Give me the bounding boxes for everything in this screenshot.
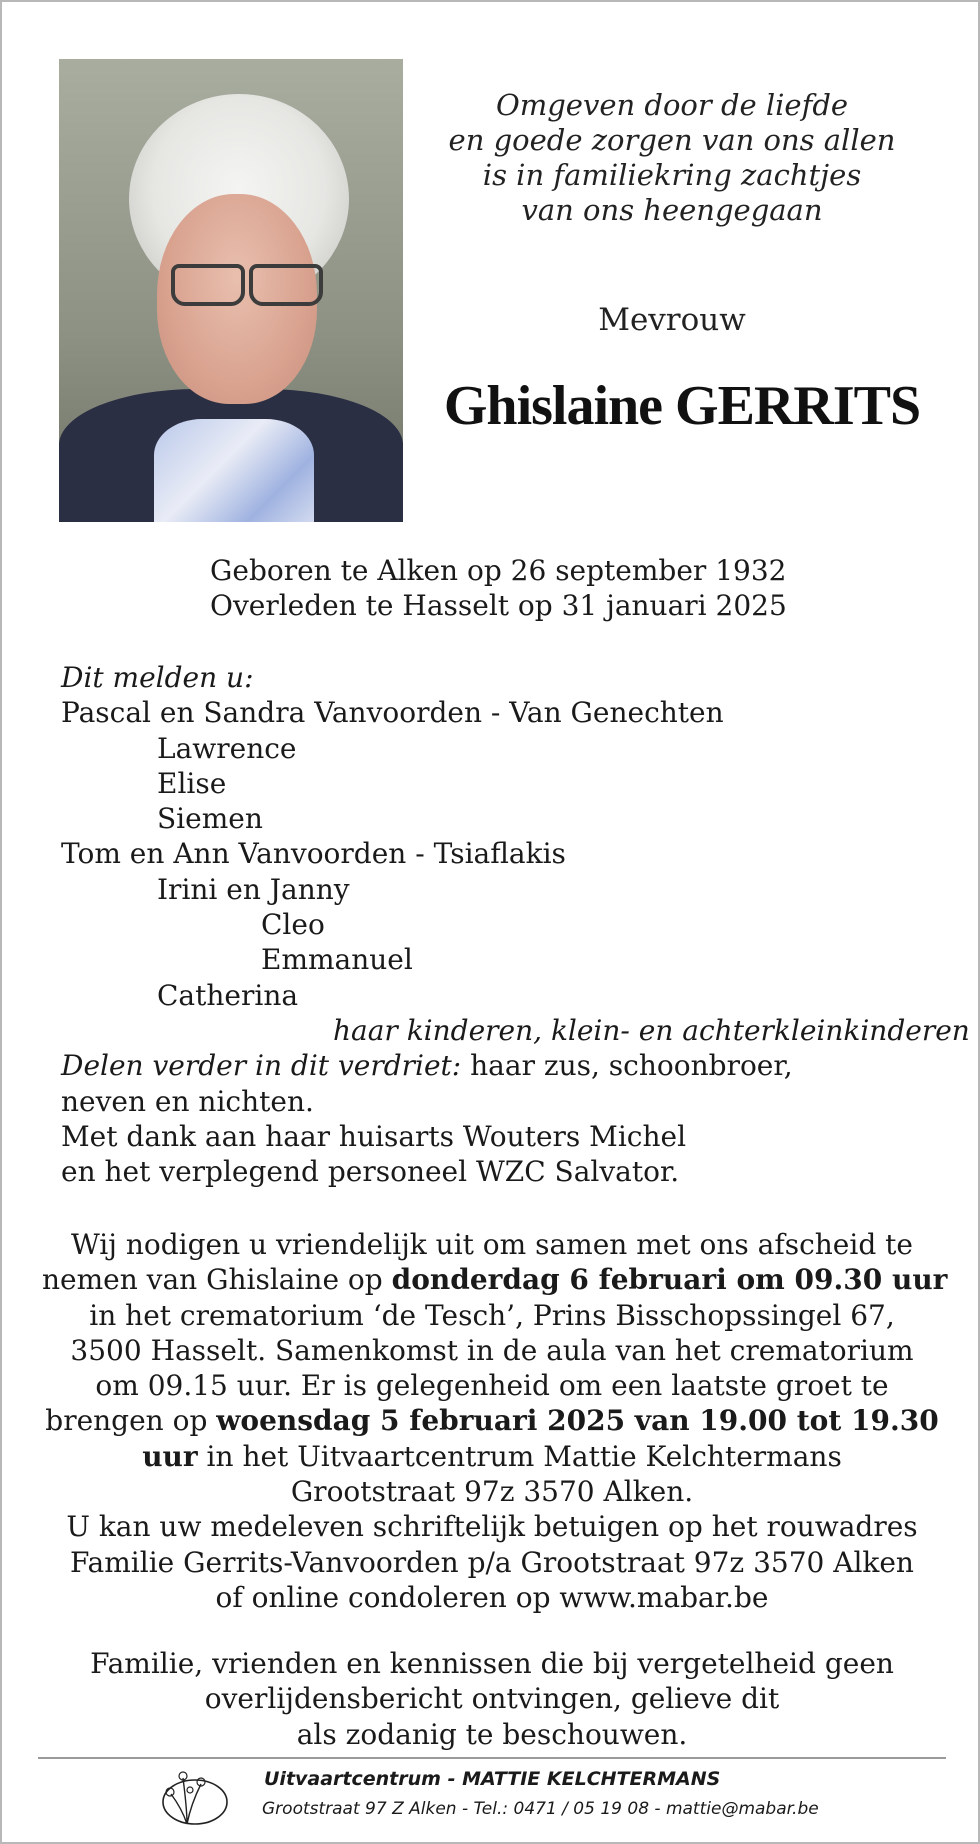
closing-note: [42, 1646, 942, 1752]
ceremony-line: [42, 1403, 942, 1438]
ceremony-line: Wij nodigen u vriendelijk uit om samen met ons afscheid te: [71, 1228, 913, 1261]
announce-label: Dit melden u:: [61, 661, 254, 694]
ceremony-line: om 09.15 uur. Er is gelegenheid om een laatste groet te: [95, 1369, 889, 1403]
share-text: haar zus, schoonbroer,: [461, 1049, 793, 1083]
family-line: Cleo: [261, 908, 325, 942]
intro-line: en goede zorgen van ons allen: [448, 123, 896, 157]
thanks-line: en het verplegend personeel WZC Salvator.: [61, 1155, 680, 1189]
family-line: Catherina: [157, 978, 299, 1012]
ceremony-text: brengen op: [45, 1404, 217, 1438]
ceremony-invitation: [42, 1227, 948, 1615]
family-line: Siemen: [157, 802, 263, 836]
ceremony-line: [42, 1439, 942, 1474]
intro-verse: [442, 88, 902, 228]
birth-line: Geboren te Alken op 26 september 1932: [210, 554, 787, 587]
ceremony-text: nemen van Ghislaine op: [42, 1263, 392, 1297]
family-line: Elise: [157, 766, 227, 800]
photo-glasses-left: [171, 264, 245, 306]
family-line: Tom en Ann Vanvoorden - Tsiaflakis: [61, 837, 566, 871]
share-line: [61, 1048, 941, 1083]
relation-line: haar kinderen, klein- en achterkleinkinderen: [333, 1013, 970, 1047]
photo-blouse: [154, 419, 314, 522]
footer-divider: [38, 1757, 946, 1759]
family-line: Irini en Janny: [157, 872, 350, 906]
family-line: Emmanuel: [261, 943, 413, 977]
visitation-date-end: uur: [142, 1439, 198, 1473]
flower-logo-icon: [157, 1764, 229, 1830]
family-announcement: [61, 660, 970, 1189]
ceremony-line: Familie Gerrits-Vanvoorden p/a Grootstraat 97z 3570 Alken: [70, 1545, 914, 1579]
intro-line: Omgeven door de liefde: [495, 88, 849, 122]
share-continued: neven en nichten.: [61, 1084, 314, 1118]
honorific: Mevrouw: [598, 302, 746, 338]
closing-line: Familie, vrienden en kennissen die bij vergetelheid geen: [90, 1647, 894, 1680]
family-line: Pascal en Sandra Vanvoorden - Van Genechten: [61, 696, 724, 730]
life-dates: [210, 553, 810, 623]
ceremony-line: in het crematorium ‘de Tesch’, Prins Bisschopssingel 67,: [89, 1298, 895, 1332]
closing-line: als zodanig te beschouwen.: [296, 1717, 688, 1751]
ceremony-line: Grootstraat 97z 3570 Alken.: [290, 1475, 694, 1509]
thanks-line: Met dank aan haar huisarts Wouters Michel: [61, 1119, 687, 1153]
intro-line: is in familiekring zachtjes: [482, 158, 862, 192]
ceremony-text: in het Uitvaartcentrum Mattie Kelchtermans: [197, 1439, 842, 1473]
visitation-date: woensdag 5 februari 2025 van 19.00 tot 19.30: [216, 1404, 939, 1438]
ceremony-line: U kan uw medeleven schriftelijk betuigen op het rouwadres: [66, 1510, 918, 1544]
intro-line: van ons heengegaan: [521, 193, 823, 227]
closing-line: overlijdensbericht ontvingen, gelieve dit: [204, 1682, 780, 1716]
death-line: Overleden te Hasselt op 31 januari 2025: [210, 589, 787, 622]
photo-glasses-right: [249, 264, 323, 306]
ceremony-line: [42, 1262, 948, 1297]
ceremony-line: 3500 Hasselt. Samenkomst in de aula van het crematorium: [70, 1333, 914, 1367]
share-label: Delen verder in dit verdriet:: [61, 1049, 462, 1083]
family-line: Lawrence: [157, 731, 297, 765]
portrait-photo: [59, 59, 403, 522]
ceremony-date: donderdag 6 februari om 09.30 uur: [391, 1263, 948, 1297]
company-name: Uitvaartcentrum - MATTIE KELCHTERMANS: [264, 1768, 721, 1790]
company-address: Grootstraat 97 Z Alken - Tel.: 0471 / 05 19 08 - mattie@mabar.be: [262, 1799, 819, 1819]
deceased-name: Ghislaine GERRITS: [443, 375, 921, 437]
ceremony-line: of online condoleren op www.mabar.be: [215, 1580, 769, 1614]
